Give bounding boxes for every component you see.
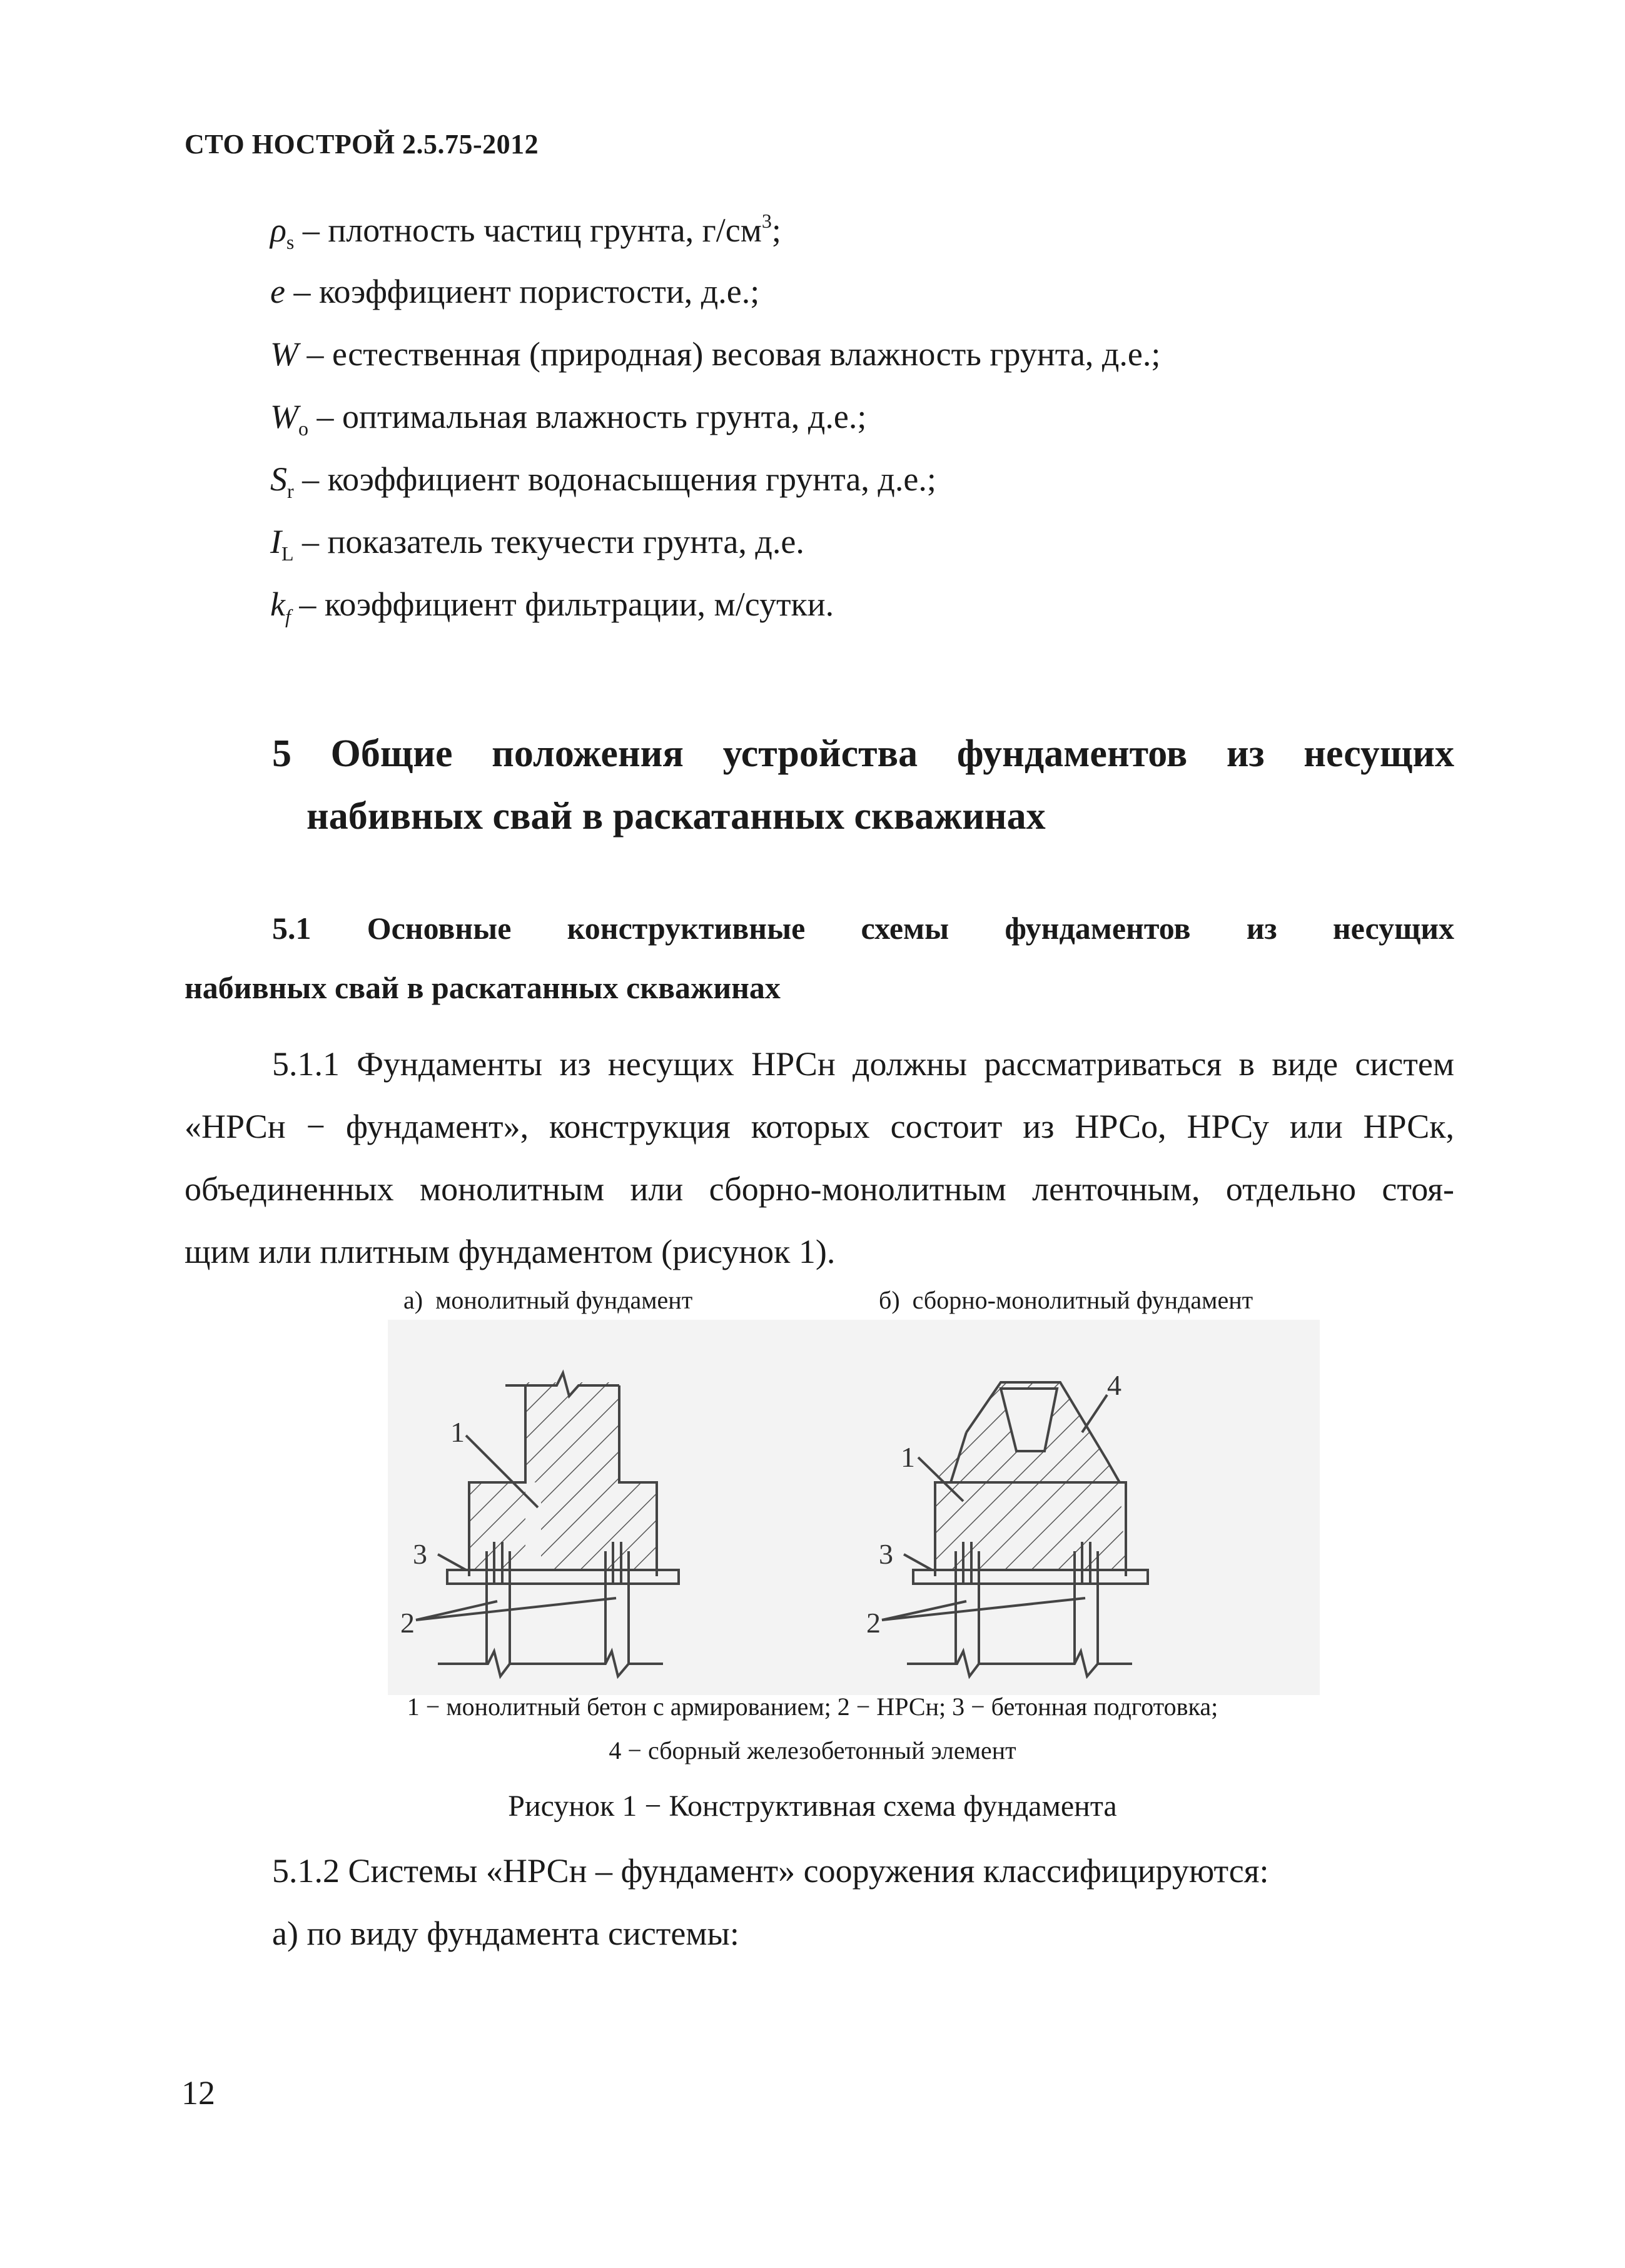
callout-1-a: 1 [450, 1416, 465, 1448]
definition-item: $\rho_s$ – плотность частиц грунта, $г/см^3$; [270, 210, 781, 253]
definition-item: $I_L$ – показатель текучести грунта, д.е. [270, 523, 804, 565]
section-5-1-title-line1: 5.1 Основные конструктивные схемы фундаментов из несущих [272, 911, 1454, 946]
callout-3-b: 3 [879, 1538, 893, 1570]
definition-item: $W_o$ – оптимальная влажность грунта, д.е.; [270, 398, 867, 440]
section-5-title-line1: 5 Общие положения устройства фундаментов из несущих [272, 732, 1454, 775]
para-5-1-2: 5.1.2 Системы «НРСн – фундамент» сооружения классифицируются: [272, 1852, 1269, 1890]
figure-legend-line1: 1 − монолитный бетон с армированием; 2 − НРСн; 3 − бетонная подготовка; [407, 1693, 1218, 1721]
figure-legend-line2: 4 − сборный железобетонный элемент [609, 1736, 1016, 1764]
page-number: 12 [181, 2074, 215, 2112]
figure-a-label: а) монолитный фундамент [403, 1286, 693, 1314]
para-5-1-1-line1: 5.1.1 Фундаменты из несущих НРСн должны рассматриваться в виде систем [272, 1045, 1454, 1083]
definition-item: W – естественная (природная) весовая влажность грунта, д.е.; [270, 335, 1161, 373]
para-5-1-1-line3: объединенных монолитным или сборно-монолитным ленточным, отдельно стоя- [185, 1170, 1454, 1208]
callout-2-a: 2 [400, 1607, 415, 1639]
definition-item: $S_r$ – коэффициент водонасыщения грунта, д.е.; [270, 460, 936, 502]
para-5-1-1-line2: «НРСн − фундамент», конструкция которых состоит из НРСо, НРСу или НРСк, [185, 1108, 1454, 1145]
figure-caption: Рисунок 1 − Конструктивная схема фундамента [508, 1790, 1117, 1823]
foundation-scheme-drawing [388, 1320, 1320, 1695]
callout-3-a: 3 [413, 1538, 427, 1570]
section-5-1-title-line2: набивных свай в раскатанных скважинах [185, 970, 781, 1005]
para-5-1-1-line4: щим или плитным фундаментом (рисунок 1). [185, 1233, 836, 1270]
callout-4-b: 4 [1107, 1369, 1121, 1401]
section-5-title-line2: набивных свай в раскатанных скважинах [306, 795, 1046, 838]
figure-b-label: б) сборно-монолитный фундамент [879, 1286, 1253, 1314]
document-code-header: СТО НОСТРОЙ 2.5.75-2012 [185, 129, 539, 159]
callout-2-b: 2 [866, 1607, 881, 1639]
list-item-a: а) по виду фундамента системы: [272, 1915, 739, 1952]
definition-item: $k_f$ – коэффициент фильтрации, м/сутки. [270, 585, 834, 627]
callout-1-b: 1 [901, 1441, 915, 1473]
definition-item: e – коэффициент пористости, д.е.; [270, 273, 760, 310]
